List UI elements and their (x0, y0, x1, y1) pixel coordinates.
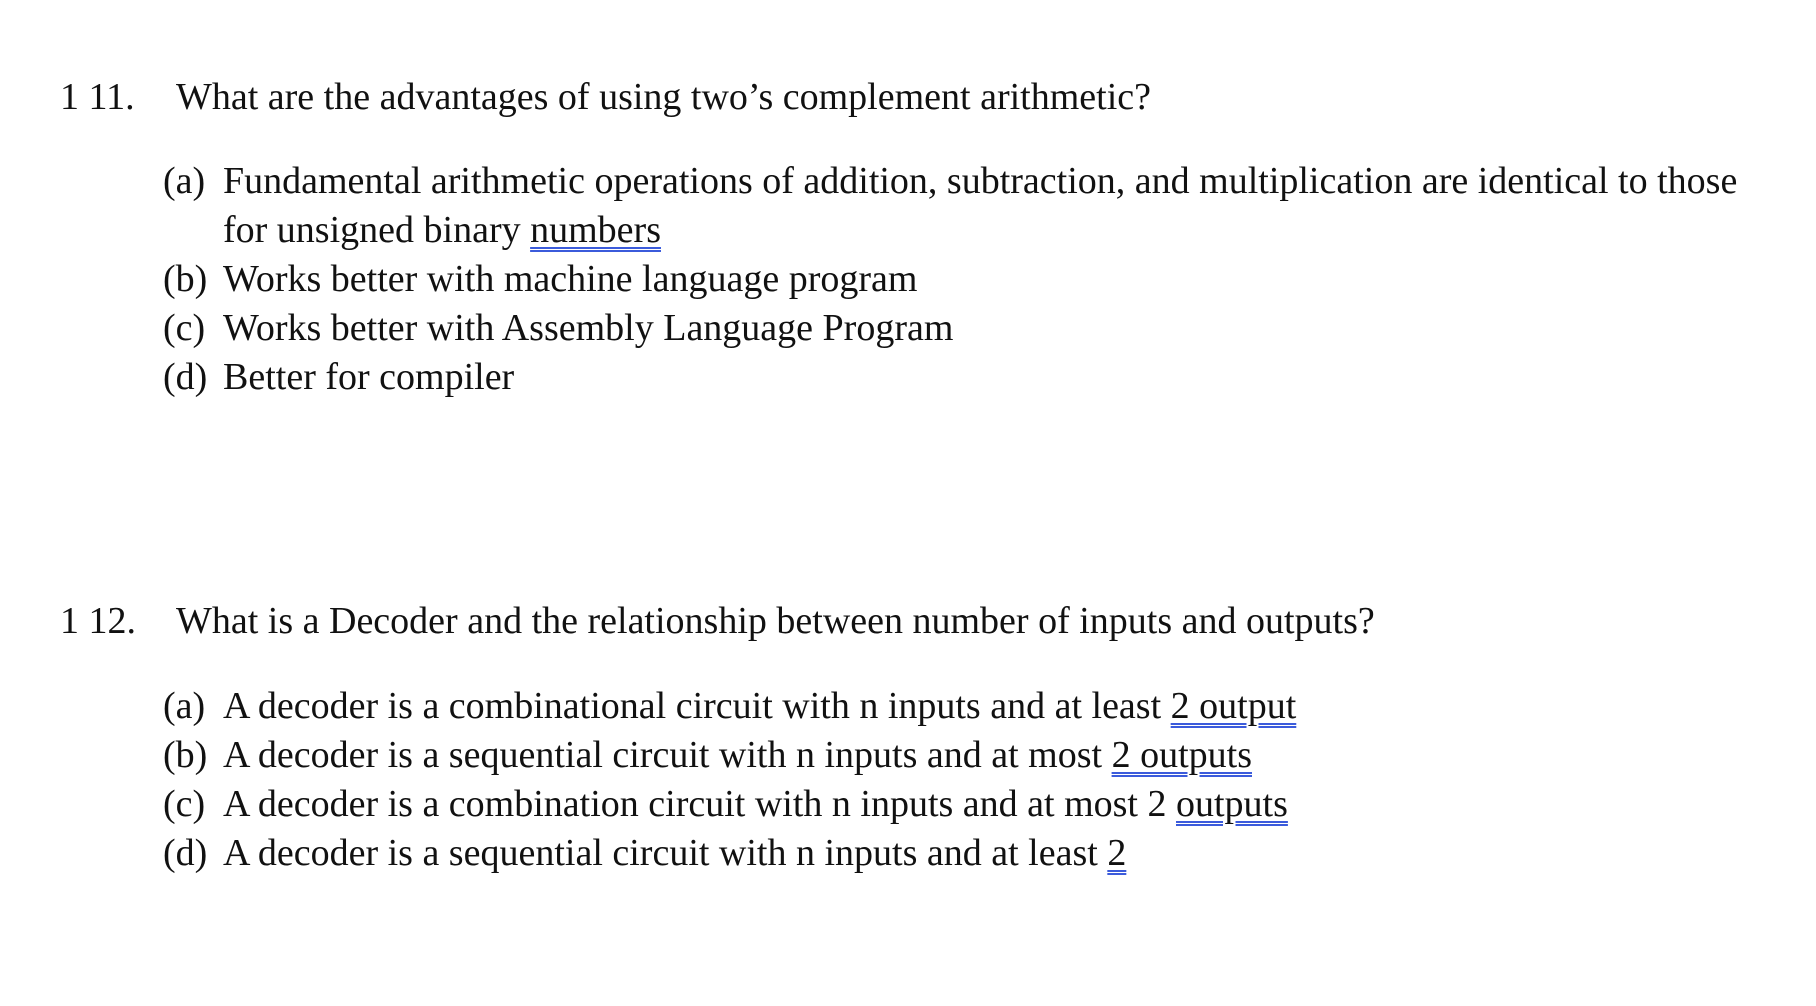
option-text (223, 780, 1288, 829)
question-number: 1 12. (60, 600, 136, 642)
option-text-plain: A decoder is a combination circuit with n inputs and at most 2 (223, 783, 1176, 825)
question-prompt: What is a Decoder and the relationship between number of inputs and outputs? (176, 600, 1375, 642)
option-text-underlined: outputs (1176, 783, 1288, 825)
option-letter: (a) (163, 685, 206, 727)
option-text-plain: A decoder is a sequential circuit with n inputs and at most (223, 734, 1112, 776)
question-number: 1 11. (60, 76, 135, 118)
question-prompt: What are the advantages of using two’s complement arithmetic? (176, 76, 1151, 118)
option-letter: (b) (163, 734, 208, 776)
option-letter: (c) (163, 783, 206, 825)
option-text-plain: A decoder is a sequential circuit with n inputs and at least (223, 832, 1108, 874)
option-text (223, 157, 1753, 255)
option-text (223, 682, 1296, 731)
option-text-underlined: 2 (1107, 832, 1127, 874)
option-text-plain: A decoder is a combinational circuit with n inputs and at least (223, 685, 1171, 727)
option-text: Works better with Assembly Language Program (223, 307, 954, 349)
option-text-underlined: 2 outputs (1111, 734, 1252, 776)
option-text (223, 829, 1126, 878)
option-letter: (b) (163, 258, 208, 300)
option-text-underlined: 2 output (1170, 685, 1297, 727)
option-a (163, 682, 1296, 731)
option-c (163, 304, 1753, 353)
answer-options (163, 682, 1296, 878)
option-text-underlined: numbers (530, 209, 661, 251)
option-text-plain: Fundamental arithmetic operations of addition, subtraction, and multiplication are identical to those for unsigned binary (223, 160, 1738, 251)
option-c (163, 780, 1296, 829)
option-text (223, 731, 1252, 780)
option-letter: (a) (163, 160, 206, 202)
option-b (163, 255, 1753, 304)
option-letter: (d) (163, 356, 208, 398)
option-d (163, 829, 1296, 878)
option-a (163, 157, 1753, 255)
option-b (163, 731, 1296, 780)
option-letter: (d) (163, 832, 208, 874)
question-header (60, 74, 1151, 120)
answer-options (163, 157, 1753, 402)
option-d (163, 353, 1753, 402)
question-header (60, 598, 1375, 644)
option-text: Works better with machine language program (223, 258, 918, 300)
option-letter: (c) (163, 307, 206, 349)
option-text: Better for compiler (223, 356, 515, 398)
